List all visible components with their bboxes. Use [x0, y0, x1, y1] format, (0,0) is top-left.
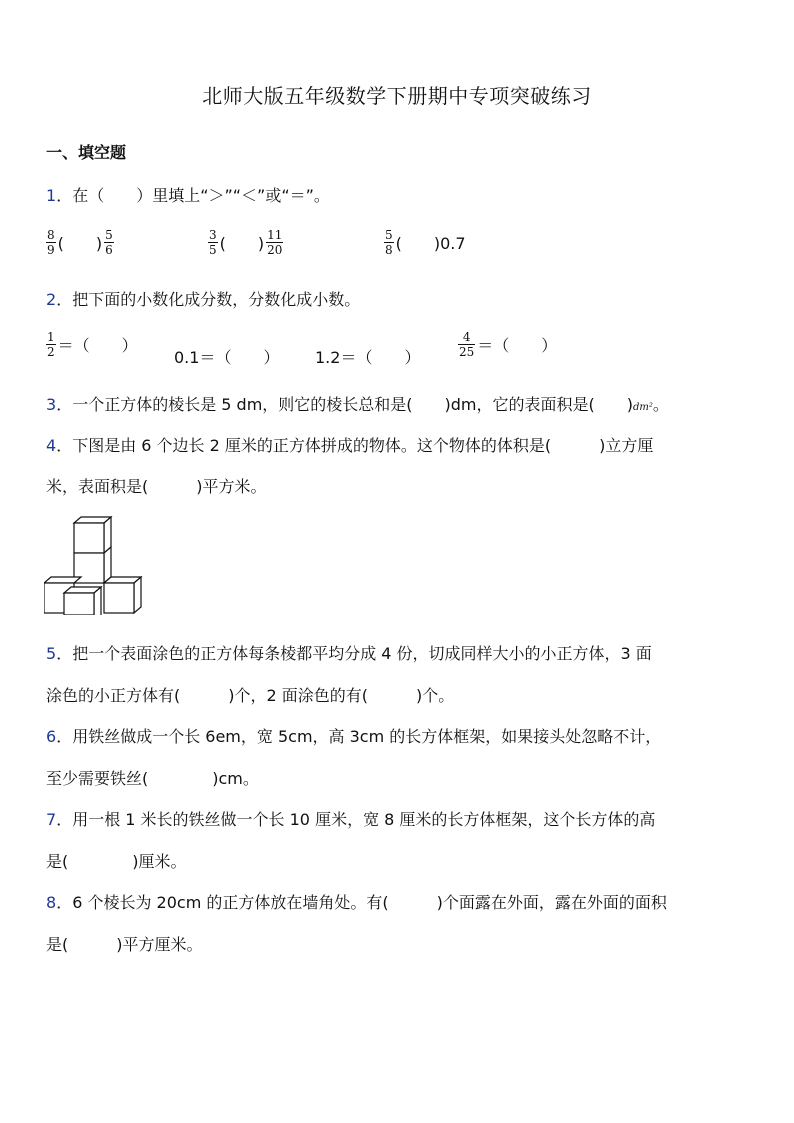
question-number: 3	[46, 395, 57, 414]
question-1	[46, 183, 330, 206]
question-number: 8	[46, 893, 57, 912]
answer-blank[interactable]: ( )	[219, 234, 265, 253]
cube-figure	[44, 515, 144, 615]
question-7-line-1	[46, 807, 655, 830]
section-heading: 一、填空题	[46, 143, 127, 162]
question-3: 3．一个正方体的棱长是 5 dm，则它的棱长总和是( )dm，它的表面积是( )dm²。	[46, 395, 669, 414]
question-text: ．用一根 1 米长的铁丝做一个长 10 厘米，宽 8 厘米的长方体框架，这个长方体的高	[56, 810, 656, 829]
q2-item-2[interactable]: 0.1＝（ ）	[174, 348, 280, 367]
fraction: $\frac{8}{9}$	[47, 228, 55, 257]
question-text: ．6 个棱长为 20cm 的正方体放在墙角处。有( )个面露在外面，露在外面的面积	[56, 893, 667, 912]
question-text: ．用铁丝做成一个长 6em，宽 5cm，高 3cm 的长方体框架，如果接头处忽略不计，	[56, 727, 662, 746]
question-5-line-2: 涂色的小正方体有( )个，2 面涂色的有( )个。	[46, 686, 455, 705]
question-text: ．把下面的小数化成分数，分数化成小数。	[56, 290, 361, 309]
question-text: ．把一个表面涂色的正方体每条棱都平均分成 4 份，切成同样大小的小正方体，3 面	[56, 644, 652, 663]
question-8-line-1	[46, 890, 667, 913]
question-6-line-1	[46, 724, 661, 747]
q2-item-4	[458, 330, 557, 359]
cube-face	[104, 583, 134, 613]
question-number: 5	[46, 644, 57, 663]
fraction: $\frac{3}{5}$	[209, 228, 217, 257]
page-title: 北师大版五年级数学下册期中专项突破练习	[202, 84, 592, 108]
q2-item-1	[46, 330, 138, 359]
q2-item-3[interactable]: 1.2＝（ ）	[315, 348, 421, 367]
question-2	[46, 287, 360, 310]
cube-face	[44, 577, 81, 583]
question-5-line-1	[46, 641, 652, 664]
fraction: $\frac{4}{25}$	[459, 330, 475, 359]
question-4-line-2: 米，表面积是( )平方米。	[46, 477, 267, 496]
answer-blank[interactable]: ( )0.7	[395, 234, 466, 253]
question-7-line-2: 是( )厘米。	[46, 852, 187, 871]
question-text: ．在（ ）里填上“＞”“＜”或“＝”。	[56, 186, 330, 205]
question-8-line-2: 是( )平方厘米。	[46, 935, 203, 954]
answer-blank[interactable]: ＝（ ）	[477, 336, 558, 355]
fraction: $\frac{11}{20}$	[267, 228, 283, 257]
q1-compare-3	[384, 228, 466, 257]
question-text: ．一个正方体的棱长是 5 dm，则它的棱长总和是( )dm，它的表面积是( )	[56, 395, 633, 414]
q1-compare-2	[208, 228, 283, 257]
fraction: $\frac{5}{8}$	[385, 228, 393, 257]
cube-face	[74, 523, 104, 553]
question-number: 6	[46, 727, 57, 746]
question-number: 2	[46, 290, 57, 309]
fraction: $\frac{5}{6}$	[105, 228, 113, 257]
question-number: 4	[46, 436, 57, 455]
question-number: 7	[46, 810, 57, 829]
fraction: $\frac{1}{2}$	[47, 330, 55, 359]
question-text: ．下图是由 6 个边长 2 厘米的正方体拼成的物体。这个物体的体积是( )立方厘	[56, 436, 654, 455]
unit-label: dm²	[633, 402, 653, 413]
cube-face	[134, 577, 141, 613]
cube-face	[64, 593, 94, 615]
question-4-line-1	[46, 433, 653, 456]
question-number: 1	[46, 186, 57, 205]
question-6-line-2: 至少需要铁丝( )cm。	[46, 769, 259, 788]
q1-compare-1	[46, 228, 114, 257]
answer-blank[interactable]: ( )	[57, 234, 103, 253]
answer-blank[interactable]: ＝（ ）	[57, 336, 138, 355]
